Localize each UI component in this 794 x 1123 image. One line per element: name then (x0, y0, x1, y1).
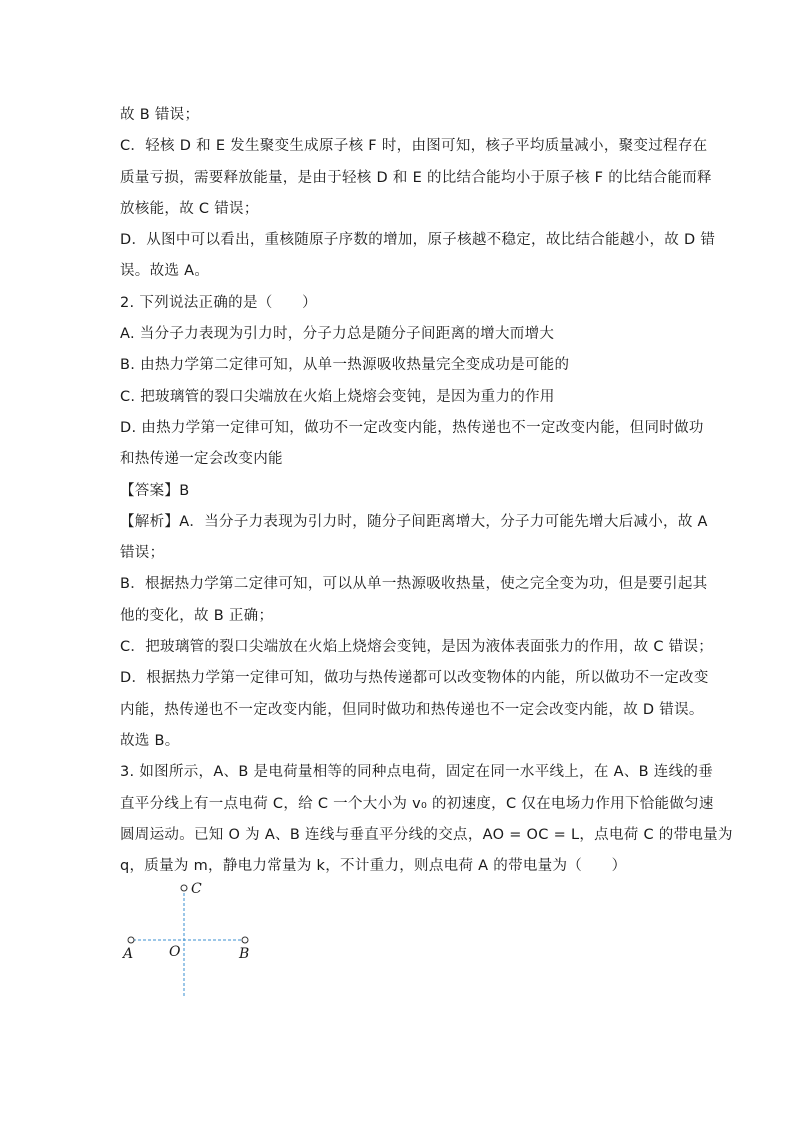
label-a: A (123, 946, 134, 962)
question-3-line-3: 圆周运动。已知 O 为 A、B 连线与垂直平分线的交点，AO = OC = L，点电荷 C 的带电量为 (120, 826, 733, 843)
question-3-line-4: q，质量为 m，静电力常量为 k，不计重力，则点电荷 A 的带电量为（ ） (120, 858, 627, 875)
text-line-3: 质量亏损，需要释放能量，是由于轻核 D 和 E 的比结合能均小于原子核 F 的比结合能而释 (120, 169, 712, 186)
analysis-line-3: B．根据热力学第二定律可知，可以从单一热源吸收热量，使之完全变为功，但是要引起其 (120, 576, 708, 593)
analysis-line-6: D．根据热力学第一定律可知，做功与热传递都可以改变物体的内能，所以做功不一定改变 (120, 670, 709, 687)
text-line-6: 误。故选 A。 (120, 263, 210, 280)
analysis-line-8: 故选 B。 (120, 732, 180, 749)
point-b (242, 937, 248, 943)
charge-diagram (118, 876, 278, 1006)
text-line-2: C．轻核 D 和 E 发生聚变生成原子核 F 时，由图可知，核子平均质量减小，聚变过程存在 (120, 138, 708, 155)
analysis-line-7: 内能，热传递也不一定改变内能，但同时做功和热传递也不一定会改变内能，故 D 错误。 (120, 701, 704, 718)
question-2-option-d-cont: 和热传递一定会改变内能 (120, 451, 283, 468)
label-o: O (169, 944, 181, 960)
text-line-1: 故 B 错误； (120, 107, 200, 123)
analysis-line-5: C．把玻璃管的裂口尖端放在火焰上烧熔会变钝，是因为液体表面张力的作用，故 C 错误； (120, 639, 714, 656)
answer-line: 【答案】B (120, 482, 190, 499)
point-a (128, 937, 134, 943)
question-2-option-a: A. 当分子力表现为引力时，分子力总是随分子间距离的增大而增大 (120, 326, 555, 343)
point-c (181, 885, 187, 891)
question-2-option-c: C. 把玻璃管的裂口尖端放在火焰上烧熔会变钝，是因为重力的作用 (120, 388, 555, 405)
text-line-5: D．从图中可以看出，重核随原子序数的增加，原子核越不稳定，故比结合能越小，故 D 错 (120, 232, 716, 249)
label-b: B (239, 946, 250, 962)
question-3-line-2: 直平分线上有一点电荷 C，给 C 一个大小为 v₀ 的初速度，C 仅在电场力作用下恰能做匀速 (120, 795, 714, 812)
analysis-line-4: 他的变化，故 B 正确； (120, 607, 274, 624)
analysis-line-1: 【解析】A．当分子力表现为引力时，随分子间距离增大，分子力可能先增大后减小，故 A (120, 513, 708, 530)
charge-diagram-svg (118, 876, 278, 1006)
question-2-option-d: D. 由热力学第一定律可知，做功不一定改变内能，热传递也不一定改变内能，但同时做功 (120, 419, 704, 436)
question-2-stem: 2. 下列说法正确的是（ ） (120, 294, 317, 311)
analysis-line-2: 错误； (120, 545, 165, 562)
document-page (120, 100, 733, 882)
text-line-4: 放核能，故 C 错误； (120, 200, 259, 217)
question-3-line-1: 3. 如图所示，A、B 是电荷量相等的同种点电荷，固定在同一水平线上，在 A、B 连线的垂 (120, 764, 714, 781)
question-2-option-b: B. 由热力学第二定律可知，从单一热源吸收热量完全变成功是可能的 (120, 357, 570, 374)
label-c: C (191, 881, 202, 897)
